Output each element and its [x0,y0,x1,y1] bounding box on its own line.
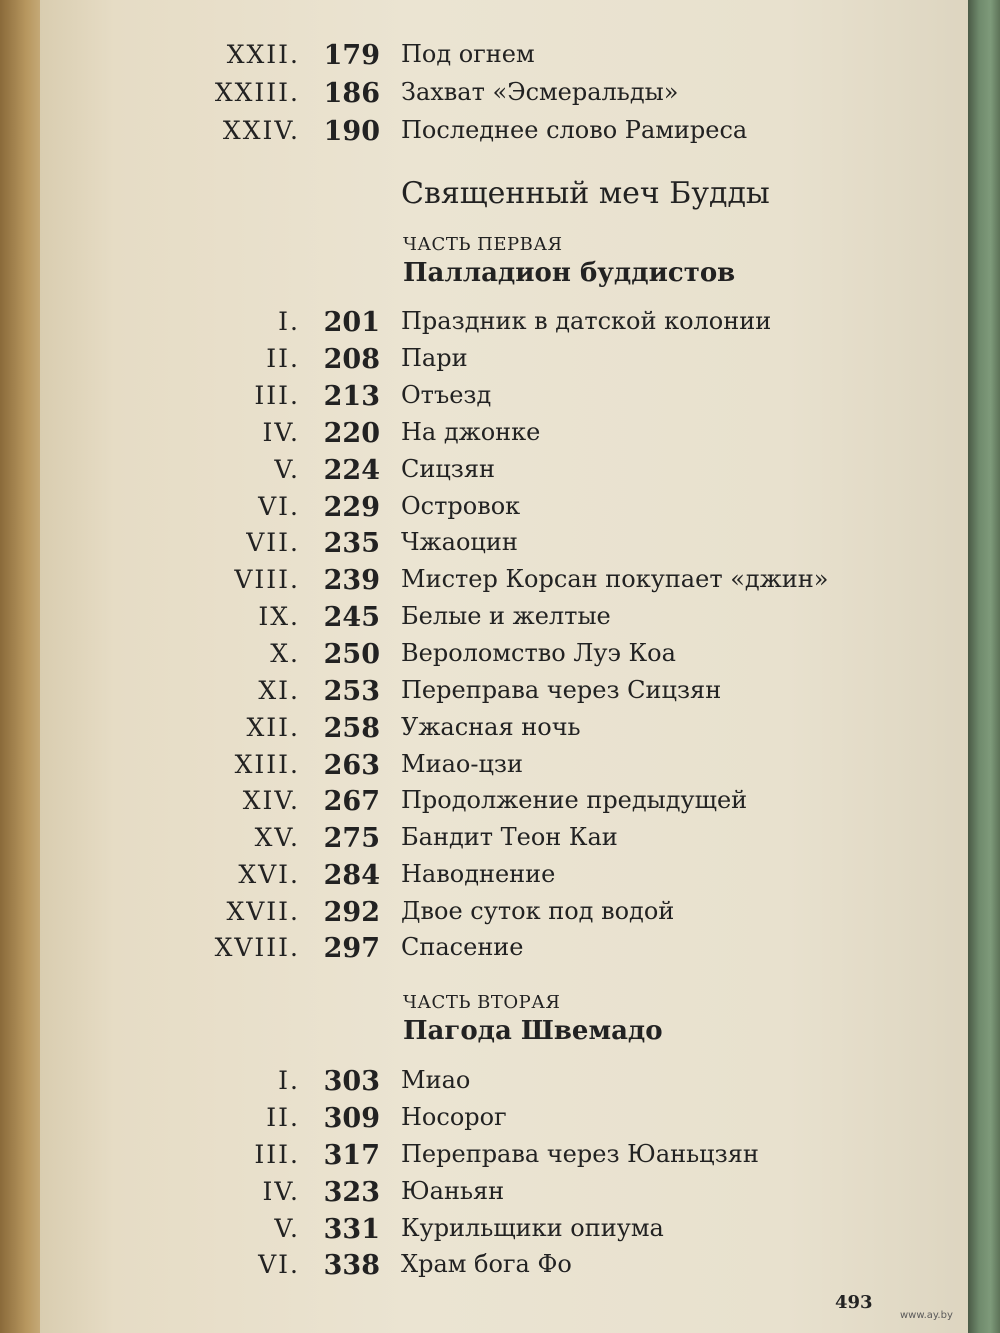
toc-entry [0,344,1000,378]
chapter-roman: XII. [246,713,300,742]
chapter-page: 331 [323,1214,380,1245]
toc-entry [0,381,1000,415]
chapter-title: Отъезд [401,381,492,409]
toc-entry [0,639,1000,673]
toc-entry [0,40,1000,74]
chapter-roman: XV. [254,823,300,852]
toc-entry [0,565,1000,599]
chapter-roman: VII. [246,528,300,557]
chapter-page: 338 [323,1250,380,1281]
chapter-roman: V. [274,455,300,484]
chapter-title: Сицзян [401,455,496,483]
chapter-page: 229 [323,492,380,523]
chapter-title: Курильщики опиума [401,1214,664,1242]
chapter-roman: IV. [262,418,300,447]
chapter-title: Носорог [401,1103,507,1131]
chapter-page: 292 [323,897,380,928]
chapter-roman: XXIV. [222,116,300,145]
chapter-roman: VI. [258,492,300,521]
watermark-text: www.ay.by [900,1310,953,1321]
chapter-roman: XI. [258,676,300,705]
chapter-roman: XXIII. [214,78,300,107]
chapter-roman: II. [266,344,300,373]
section-title: Священный меч Будды [401,176,770,211]
chapter-page: 186 [323,78,380,109]
chapter-page: 317 [323,1140,380,1171]
toc-entry [0,78,1000,112]
chapter-page: 284 [323,860,380,891]
part-title: Палладион буддистов [403,258,736,288]
toc-entry [0,1250,1000,1284]
chapter-roman: I. [278,1066,300,1095]
toc-entry [0,528,1000,562]
chapter-roman: IV. [262,1177,300,1206]
chapter-title: Продолжение предыдущей [401,786,748,814]
chapter-title: Островок [401,492,521,520]
chapter-page: 258 [323,713,380,744]
toc-entry [0,676,1000,710]
chapter-roman: III. [254,381,300,410]
chapter-title: Переправа через Сицзян [401,676,722,704]
chapter-page: 224 [323,455,380,486]
toc-entry [0,786,1000,820]
chapter-page: 239 [323,565,380,596]
chapter-roman: XVI. [238,860,300,889]
chapter-title: Под огнем [401,40,535,68]
toc-entry [0,418,1000,452]
toc-entry [0,116,1000,150]
toc-entry [0,1103,1000,1137]
chapter-title: Двое суток под водой [401,897,675,925]
part-label: ЧАСТЬ ПЕРВАЯ [403,234,563,255]
chapter-title: На джонке [401,418,541,446]
chapter-roman: XVIII. [214,933,300,962]
chapter-page: 245 [323,602,380,633]
chapter-roman: VI. [258,1250,300,1279]
chapter-roman: II. [266,1103,300,1132]
chapter-page: 275 [323,823,380,854]
part-label: ЧАСТЬ ВТОРАЯ [403,992,561,1013]
toc-entry [0,1066,1000,1100]
chapter-title: Вероломство Луэ Коа [401,639,676,667]
chapter-roman: XXII. [226,40,300,69]
toc-entry [0,602,1000,636]
toc-entry [0,860,1000,894]
chapter-roman: XIV. [242,786,300,815]
chapter-roman: X. [270,639,300,668]
chapter-page: 253 [323,676,380,707]
chapter-page: 201 [323,307,380,338]
chapter-title: Чжаоцин [401,528,518,556]
chapter-page: 263 [323,750,380,781]
chapter-title: Храм бога Фо [401,1250,572,1278]
toc-entry [0,1214,1000,1248]
chapter-page: 220 [323,418,380,449]
chapter-title: Наводнение [401,860,556,888]
toc-entry [0,307,1000,341]
chapter-title: Переправа через Юаньцзян [401,1140,759,1168]
chapter-roman: VIII. [234,565,300,594]
chapter-page: 309 [323,1103,380,1134]
chapter-title: Праздник в датской колонии [401,307,772,335]
toc-entry [0,492,1000,526]
toc-entry [0,823,1000,857]
part-title: Пагода Швемадо [403,1016,663,1046]
chapter-page: 208 [323,344,380,375]
chapter-page: 235 [323,528,380,559]
chapter-title: Спасение [401,933,524,961]
chapter-roman: XIII. [234,750,300,779]
chapter-page: 297 [323,933,380,964]
chapter-roman: I. [278,307,300,336]
toc-entry [0,897,1000,931]
chapter-roman: V. [274,1214,300,1243]
chapter-page: 323 [323,1177,380,1208]
toc-entry [0,455,1000,489]
chapter-title: Последнее слово Рамиреса [401,116,748,144]
chapter-page: 250 [323,639,380,670]
chapter-roman: XVII. [226,897,300,926]
chapter-title: Миао [401,1066,471,1094]
chapter-roman: III. [254,1140,300,1169]
toc-entry [0,1177,1000,1211]
page-number: 493 [835,1292,873,1313]
chapter-title: Бандит Теон Каи [401,823,618,851]
chapter-title: Белые и желтые [401,602,611,630]
toc-entry [0,750,1000,784]
toc-entry [0,1140,1000,1174]
chapter-title: Юаньян [401,1177,505,1205]
toc-entry [0,933,1000,967]
chapter-roman: IX. [258,602,300,631]
chapter-page: 267 [323,786,380,817]
toc-entry [0,713,1000,747]
chapter-title: Пари [401,344,468,372]
chapter-page: 190 [323,116,380,147]
chapter-page: 213 [323,381,380,412]
chapter-page: 179 [323,40,380,71]
chapter-title: Миао-цзи [401,750,523,778]
chapter-title: Мистер Корсан покупает «джин» [401,565,829,593]
chapter-title: Захват «Эсмеральды» [401,78,679,106]
chapter-title: Ужасная ночь [401,713,581,741]
chapter-page: 303 [323,1066,380,1097]
